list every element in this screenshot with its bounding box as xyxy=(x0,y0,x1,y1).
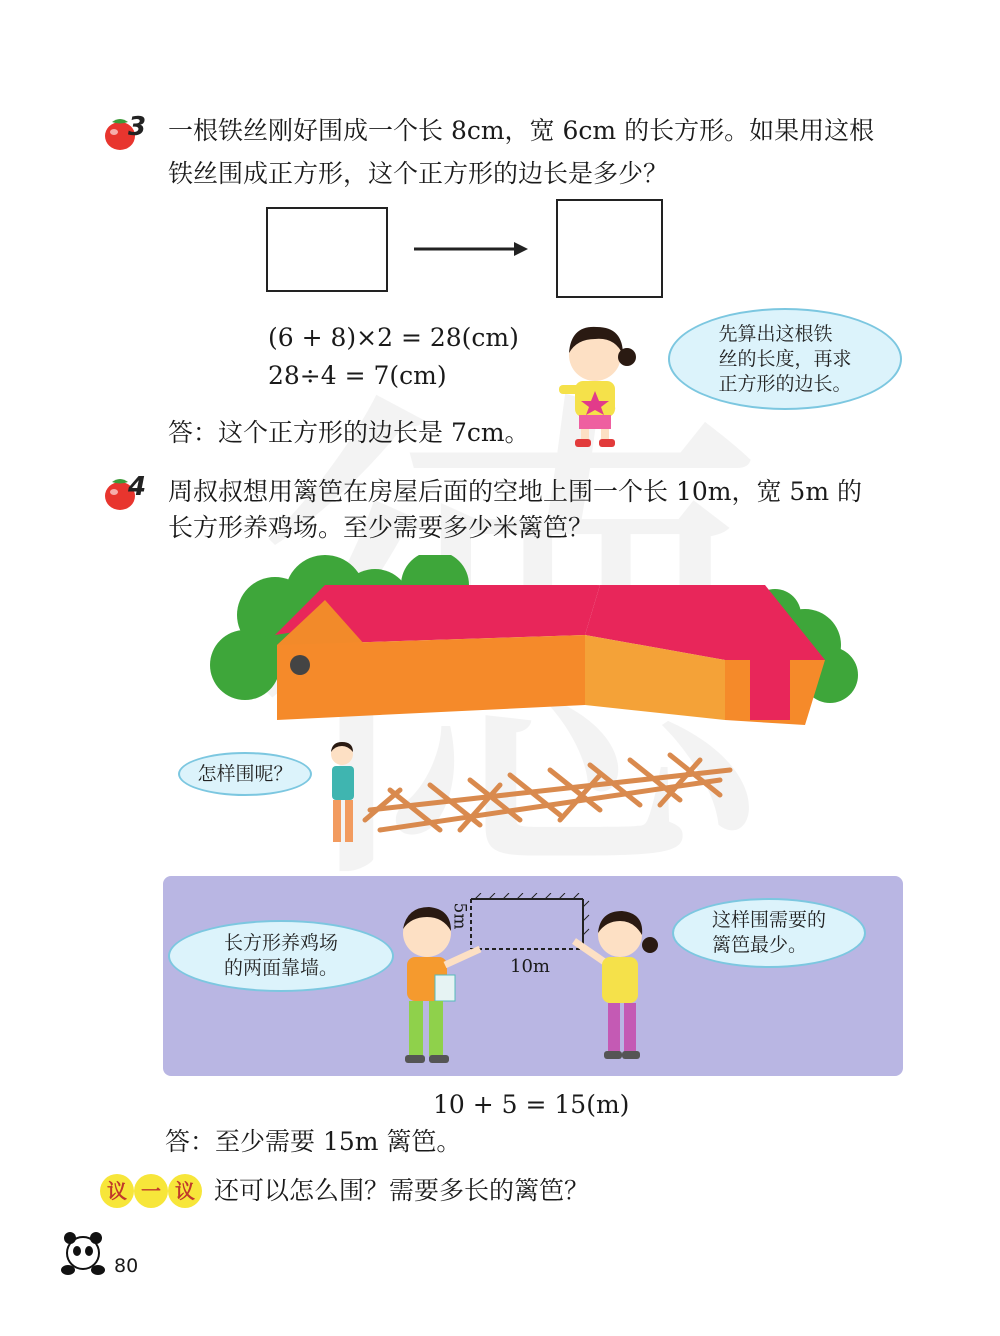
problem-3-badge xyxy=(100,112,156,152)
girl-illustration xyxy=(545,315,645,450)
arrow-right-icon xyxy=(410,238,530,260)
problem-3-line-1: 一根铁丝刚好围成一个长 8cm，宽 6cm 的长方形。如果用这根 xyxy=(168,116,875,145)
discuss-badge xyxy=(100,1174,202,1208)
rectangle-shape xyxy=(266,207,388,292)
girl-pointing-illustration xyxy=(570,905,660,1065)
bubble-text: 先算出这根铁 丝的长度，再求 正方形的边长。 xyxy=(718,322,852,395)
problem-3-number: 3 xyxy=(128,112,147,142)
speech-bubble-boy xyxy=(168,920,394,992)
speech-bubble-man xyxy=(178,752,312,796)
bubble-text: 这样围需要的 篱笆最少。 xyxy=(711,909,826,956)
problem-4-line-1: 周叔叔想用篱笆在房屋后面的空地上围一个长 10m，宽 5m 的 xyxy=(168,477,862,506)
problem-4-number: 4 xyxy=(128,472,147,502)
boy-illustration xyxy=(395,902,485,1070)
problem-4-badge xyxy=(100,472,156,512)
problem-3-line-2: 铁丝围成正方形，这个正方形的边长是多少？ xyxy=(168,159,669,188)
discuss-badge-char-1: 议 xyxy=(100,1174,134,1208)
page-number: 80 xyxy=(114,1255,139,1277)
discuss-text: 还可以怎么围？需要多长的篱笆？ xyxy=(214,1176,590,1205)
problem-4-answer: 答：至少需要 15m 篱笆。 xyxy=(165,1127,462,1156)
speech-bubble-girl xyxy=(672,898,866,968)
problem-4-calc: 10 + 5 = 15(m) xyxy=(433,1090,630,1119)
problem-3-calc-1: (6 + 8)×2 = 28(cm) xyxy=(268,323,519,352)
square-shape xyxy=(556,199,663,298)
label-width: 5m xyxy=(449,902,470,930)
problem-3-answer: 答：这个正方形的边长是 7cm。 xyxy=(168,418,530,447)
bubble-text: 长方形养鸡场 的两面靠墙。 xyxy=(223,932,338,979)
fence-pile-illustration xyxy=(360,740,740,840)
discuss-badge-char-2: 一 xyxy=(134,1174,168,1208)
speech-bubble-girl-hint xyxy=(668,308,902,410)
man-illustration xyxy=(320,740,365,850)
problem-3-calc-2: 28÷4 = 7(cm) xyxy=(268,361,447,390)
bubble-text: 怎样围呢？ xyxy=(197,762,293,785)
house-illustration xyxy=(205,555,860,735)
label-length: 10m xyxy=(510,956,550,977)
discuss-badge-char-3: 议 xyxy=(168,1174,202,1208)
problem-4-line-2: 长方形养鸡场。至少需要多少米篱笆？ xyxy=(168,513,594,542)
panda-icon xyxy=(58,1228,108,1278)
